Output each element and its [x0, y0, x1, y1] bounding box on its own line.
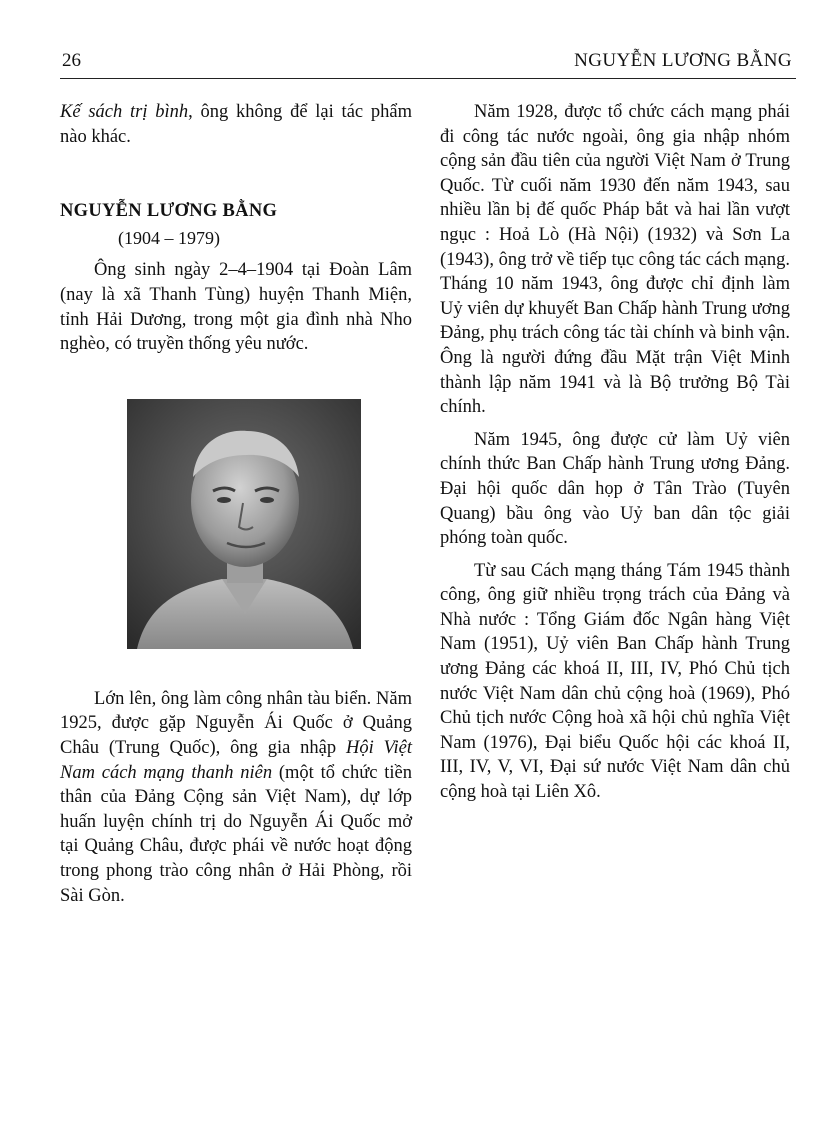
central-committee-paragraph: Năm 1945, ông được cử làm Uỷ viên chính thức Ban Chấp hành Trung ương Đảng. Đại hội quốc dân họp ở Tân Trào (Tuyên Quang) bầu ông vào Uỷ ban dân tộc giải phóng toàn quốc.	[440, 429, 790, 549]
early-career-text-2: (một tổ chức tiền thân của Đảng Cộng sản Việt Nam), dự lớp huấn luyện chính trị do Nguyễn Ái Quốc mở tại Quảng Châu, được phái về nước hoạt động trong phong trào công nhân ở Hải Phòng, rồi Sài Gòn.	[60, 762, 412, 906]
intro-paragraph	[60, 100, 412, 149]
book-title: Kế sách trị bình	[60, 102, 189, 122]
section-title: NGUYỄN LƯƠNG BẰNG	[60, 201, 278, 222]
revolution-paragraph: Năm 1928, được tổ chức cách mạng phái đi công tác nước ngoài, ông gia nhập nhóm cộng sản đầu tiên của người Việt Nam ở Trung Quốc. Từ cuối năm 1930 đến năm 1943, sau nhiều lần bị đế quốc Pháp bắt và hai lần vượt ngục : Hoả Lò (Hà Nội) (1932) và Sơn La (1943), ông trở về tiếp tục công tác cách mạng. Tháng 10 năm 1943, ông được chỉ định làm Uỷ viên dự khuyết Ban Chấp hành Trung ương Đảng, phụ trách công tác tài chính và binh vận. Ông là người đứng đầu Mặt trận Việt Minh thành lập năm 1941 và là Bộ trưởng Bộ Tài chính.	[440, 102, 790, 418]
left-column	[60, 100, 412, 908]
intro-text: , ông không để lại tác phẩm nào khác.	[60, 102, 412, 147]
running-title: NGUYỄN LƯƠNG BẰNG	[574, 50, 792, 71]
career-paragraph: Từ sau Cách mạng tháng Tám 1945 thành công, ông giữ nhiều trọng trách của Đảng và Nhà nước : Tổng Giám đốc Ngân hàng Việt Nam (1951), Uỷ viên Ban Chấp hành Trung ương Đảng các khoá II, III, IV, Phó Chủ tịch nước Việt Nam dân chủ cộng hoà (1969), Phó Chủ tịch nước Cộng hoà xã hội chủ nghĩa Việt Nam (1976), Đại biểu Quốc hội các khoá II, III, IV, V, VI, Đại sứ nước Việt Nam dân chủ cộng hoà tại Liên Xô.	[440, 560, 790, 803]
page-header	[60, 44, 796, 79]
right-column	[440, 100, 790, 805]
organization-name: Hội Việt Nam cách mạng thanh niên	[60, 737, 412, 783]
birth-paragraph: Ông sinh ngày 2–4–1904 tại Đoàn Lâm (nay là xã Thanh Tùng) huyện Thanh Miện, tỉnh Hải Dương, trong một gia đình nhà Nho nghèo, có truyền thống yêu nước.	[60, 260, 412, 355]
early-career-paragraph	[60, 687, 412, 908]
page-number: 26	[62, 50, 81, 71]
early-career-text-1: Lớn lên, ông làm công nhân tàu biển. Năm 1925, được gặp Nguyễn Ái Quốc ở Quảng Châu (Trung Quốc), ông gia nhập	[60, 688, 412, 758]
life-years: (1904 – 1979)	[118, 227, 220, 248]
portrait-photo	[127, 399, 361, 649]
